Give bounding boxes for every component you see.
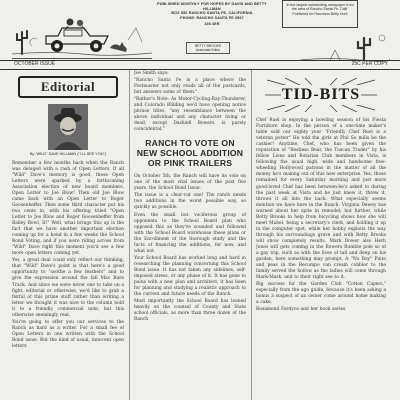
photo-caption: By "WILD" DAVE HILLMAN ("I'LL SEE YOU") [29,152,107,156]
school-vote-article [134,174,246,323]
tidbits-paragraph: Big success for the Garden Club "Cotton Capers," especially from the ago guide, because it's been asking a bonus a suspect of an owner come around home making a cake. [256,282,386,306]
price-label: 25C PER COPY [351,61,388,67]
jeep-cartoon-illustration [12,10,152,59]
author-portrait-image [48,104,88,150]
editorial-paragraph: You're going to offer you our services to the Ranch as hard as a writer. For a small fee of Open Letters in one written with the School Bond issue. But the kind of usual, innocent open letters [12,319,124,349]
article-paragraph: On October 5th, the Ranch will have its vote on one of the most vital issues of the past five years, the School Bond Issue. [134,174,246,192]
edition-line: 108 4ER [204,22,220,27]
editor-credit-box [186,42,230,54]
column-divider [251,70,252,400]
masthead [0,0,400,62]
article-paragraph: Even the small but vociferous group of opponents to the School Board plan who opposed this as they've sounded and followed with the School Board warehouse these plans or the Enrollment of the thorough study and the facts of financing the additions, for now, and what not. [134,212,246,254]
quote-paragraph: "Rancho Santa Fe is a place where the Postmaster not only reads all of the postcards, but answers some of them." [134,78,246,96]
editor-name: BETTY BROOKS [194,44,222,48]
article-paragraph: Your School Board has worked long and hard in researching the planning concerning this School Bond issue. It has not taken any sidelines, self-imposed stress, or any phase of it. It has gone to pains with a new plan and architect, it has been for planning and studying a realistic approach to the current and future needs of the Ranch. [134,255,246,298]
quote-paragraph: Joe Smith says: [134,71,169,76]
tidbits-title: TID-BITS [281,86,361,103]
editorial-column [12,70,124,400]
quotes-block [134,71,246,133]
column-divider [129,70,130,400]
author-photo [48,104,88,150]
tidbits-paragraph: Rosamond Fordyce and her book series [256,307,346,313]
editorial-body [12,161,124,350]
phone-line: PHONE: RANCHO SANTA FE 3567 [180,15,244,20]
tidbits-body [256,118,386,314]
editorial-paragraph: Remember a few months back when the Ranch was deluged with a rash of Open Letters. If all "Wild" Dave's memory is good, these Open Letters were sparked by a forthcoming Association election of new board members. Open Letter to Joe Blow! Then old Joe Blow came back with an Open Letter to Roger Goosenheffer. Then some third character put his two cents in, with his offering titled "Open Letter to Joe Blow and Roger Goosenheffer from Bailey Bowl, II!" Well, what brings this up is the fact that we have another important election coming up for a bond in a few weeks the School Bond Voting, and if you were riding across from "Wild" Dave right this moment you'd see a few more open letters coming yet. [12,160,124,257]
publisher-block [152,2,272,27]
trade-info-box: In the largest outstanding newspaper from the area of Rancho Santa Fe, Calif. Published for Ranchers Betty Hunt [282,0,358,28]
school-vote-headline: RANCH TO VOTE ON NEW SCHOOL ADDITION OR PINK TRAILERS [136,138,244,168]
editorial-paragraph: Yes, a great deal could only reflect our thinking, that "Wild" Dave's point is that here's a good opportunity to "soothe a few feathers" and to give the expression around the fall Mac Rare Track. And since we were never one to take on a fight, editorial or otherwise, we'd like to grab a fistful of this prime stuff rather than writing a letter we thought it was nice to the column hold it to a friendly commercial note, but this otherwise seemingly real. [12,258,124,318]
issue-bar [0,60,400,70]
cactus-landscape-illustration [300,30,390,62]
quote-paragraph: "Rather's Note: As Motor-Cycling-Ray-Thunderer, and Colorado Blilding we'd have opening notice phrase titles, "any resemblance between the above individual and any character living or dead, except Dashiell Bowers, is purely coincidental." [134,97,246,133]
tidbits-column [256,70,386,400]
publisher-line: PUBLISHED MONTHLY FOR HOPES BY DAVID AND BETTY HILLMAN [157,2,267,11]
tidbits-paragraph: Chef Ruel is enjoying a bowling session of his Fiesta Furniture shop. In the person of a one-time maker's table sold our eighty year "Friendly Chef Ruel is a veteran potter" He told the girls at Phil So mills be the cashier! Anytime, Chef, who has been given the reputation of "Restless Bear, the Tuscan Trader" by his fellow Lions and Rotarian Club members in Vista, is following the usual high, wide and handsome free-wheeling Hollywood patrons in the matter of all the money he's making out of this new enterprise. Yes, those remained for every Saturday morning and just more good-loved Chef has been between-he's asked to during the past week at Vista and he just knew it, threw it, throws it all into the back. What especially seems mention we have here in the Ranch. Virginia Dewey has warned about her spite in remodel; but further, while Betty Brooks to help from bicycling shows how she will meet Mabel, being a secretary's clerk, and holding it up in the computer spot, while her hobby exploits the way through his surroundings grave and with Betty Brooks will show completely results. Mark Dower also Herb Jones will gets coming in the Bowers Rumble pole so of a gay trip, such as with the lives of tall and deep on his garden, here something may prompt. A "No Boy" Pinto and peas in the Recumpo van cream cobbler to the family served the hollow as the ladies will come through Mark-Mark, and to their right see to it. [256,118,386,281]
editor-role: Associate Editor [195,48,221,52]
editorial-heading: Editorial [18,76,118,98]
tidbits-heading-box [265,78,377,112]
article-paragraph: Most importantly the School Board has leaned heavily on the counsel of County and State school officials, as more than three dozen of the Ranch [134,299,246,323]
article-paragraph: The issue is a clear-cut one! The ranch needs two additions in the worst possible way, so quickly as possible. [134,193,246,211]
issue-label: OCTOBER ISSUE [14,61,56,67]
news-column [134,70,246,400]
address-line: BOX 556 RANCHO SANTA FE, CALIFORNIA [171,11,253,16]
